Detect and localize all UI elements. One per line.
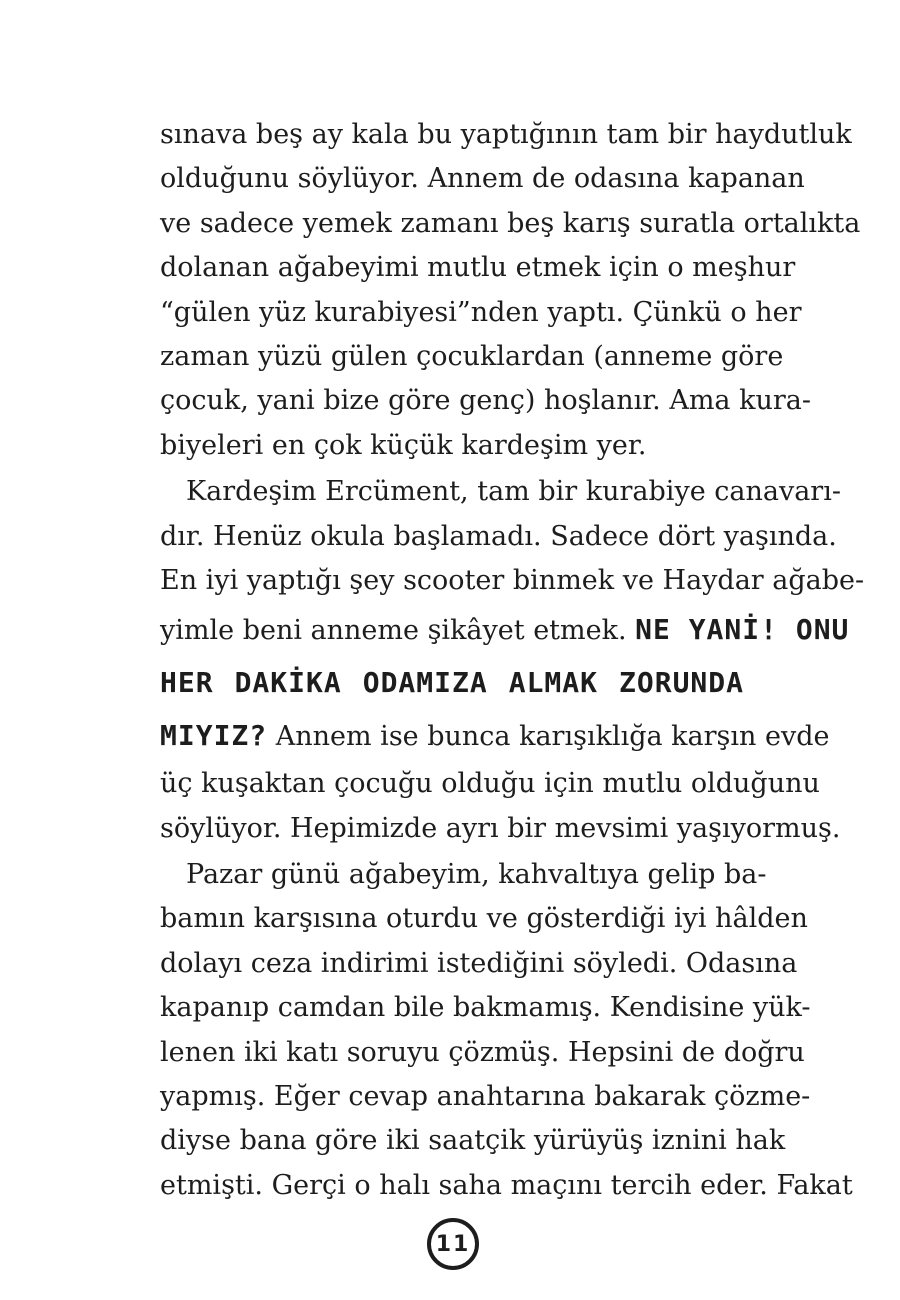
text-line: dır. Henüz okula başlamadı. Sadece dört yaşında. [160,520,837,552]
text-line: lenen iki katı soruyu çözmüş. Hepsini de doğru [160,1036,805,1068]
text-line: olduğunu söylüyor. Annem de odasına kapanan [160,163,805,195]
text-line-mixed [160,603,850,656]
comic-emphasis-text: NE YANİ! ONU [635,613,850,647]
text-line: biyeleri en çok küçük kardeşim yer. [160,429,647,461]
text-line: çocuk, yani bize göre genç) hoşlanır. Ama kura- [160,385,811,417]
comic-emphasis-text: MIYIZ? [160,719,268,753]
text-fragment: Annem ise bunca karışıklığa karşın evde [267,721,830,753]
book-page-body [160,113,865,1208]
text-line: üç kuşaktan çocuğu olduğu için mutlu olduğunu [160,768,820,800]
page-number: 11 [427,1218,479,1270]
text-line: sınava beş ay kala bu yaptığının tam bir haydutluk [160,119,852,150]
comic-emphasis-line: HER DAKİKA ODAMIZA ALMAK ZORUNDA [160,666,744,700]
text-line: dolanan ağabeyimi mutlu etmek için o meşhur [160,252,796,284]
paragraph-start-line: Kardeşim Ercüment, tam bir kurabiye canavarı- [186,476,841,508]
text-line-mixed [160,709,830,762]
text-line: etmişti. Gerçi o halı saha maçını tercih eder. Fakat [160,1169,853,1201]
text-line: dolayı ceza indirimi istediğini söyledi. Odasına [160,947,798,979]
text-line: bamın karşısına oturdu ve gösterdiği iyi hâlden [160,903,808,935]
text-line: söylüyor. Hepimizde ayrı bir mevsimi yaşıyormuş. [160,812,841,844]
text-line: “gülen yüz kurabiyesi”nden yaptı. Çünkü o her [160,296,802,328]
text-line: yapmış. Eğer cevap anahtarına bakarak çözme- [160,1081,811,1113]
text-line: ve sadece yemek zamanı beş karış suratla ortalıkta [160,207,861,239]
text-line: kapanıp camdan bile bakmamış. Kendisine yük- [160,992,811,1024]
text-fragment: yimle beni anneme şikâyet etmek. [160,615,636,647]
text-line: zaman yüzü gülen çocuklardan (anneme göre [160,340,784,372]
text-line: diyse bana göre iki saatçik yürüyüş iznini hak [160,1125,786,1157]
paragraph-start-line: Pazar günü ağabeyim, kahvaltıya gelip ba- [186,859,767,891]
text-line: En iyi yaptığı şey scooter binmek ve Haydar ağabe- [160,564,865,596]
